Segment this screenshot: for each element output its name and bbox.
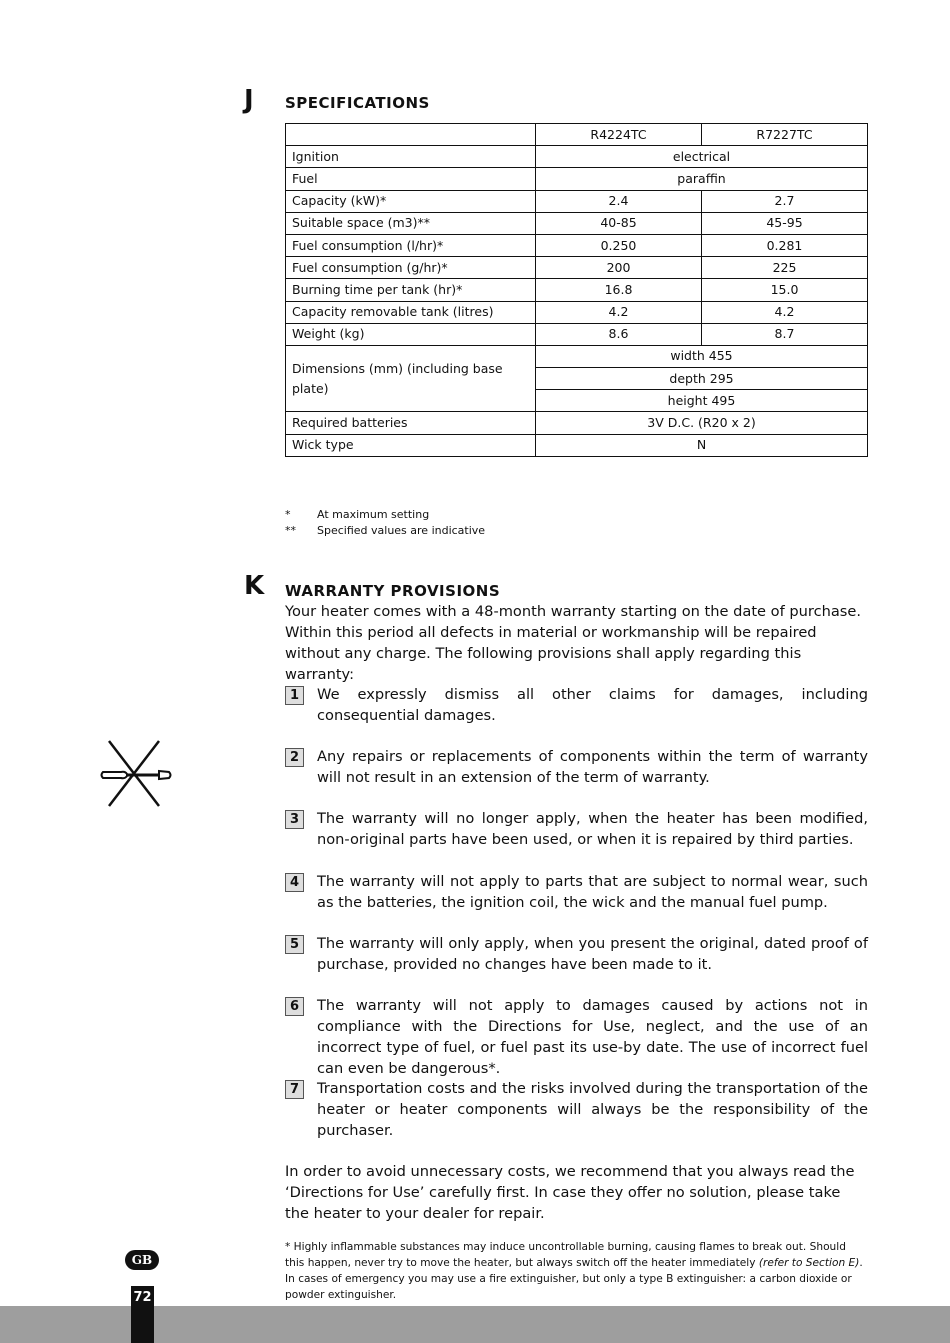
item-text: The warranty will not apply to damages caused by actions not in compliance with the Directions for Use, neglect, and the use of an incorrect type of fuel, or fuel past its use-by date. The use of incorrect fuel can even be dangerous*.	[317, 997, 868, 1077]
item-text: The warranty will only apply, when you present the original, dated proof of purchase, provided no changes have been made to it.	[317, 935, 868, 973]
table-notes	[285, 507, 485, 539]
specifications-heading: SPECIFICATIONS	[285, 94, 430, 112]
table-row	[286, 412, 868, 434]
warranty-intro: Your heater comes with a 48-month warranty starting on the date of purchase. Within this period all defects in material or workmanship will be repaired without any charge. The following provisions shall apply regarding this warranty:	[285, 603, 862, 683]
spec-value: 16.8	[536, 279, 702, 301]
spec-value: paraffin	[536, 168, 868, 190]
table-row	[286, 257, 868, 279]
item-number: 2	[285, 748, 304, 767]
dimension-height: height 495	[536, 390, 868, 412]
spec-value: 15.0	[702, 279, 868, 301]
footnote-text: * Highly inflammable substances may induce uncontrollable burning, causing flames to break out. Should this happen, never try to move the heater, but always switch off the heater immediately	[285, 1241, 846, 1269]
table-header-row	[286, 124, 868, 146]
item-number: 6	[285, 997, 304, 1016]
footnote-reference: (refer to Section E)	[758, 1257, 860, 1269]
item-number: 4	[285, 873, 304, 892]
footnote-text: . In cases of emergency you may use a fire extinguisher, but only a type B extinguisher: a carbon dioxide or powder extinguisher.	[285, 1257, 863, 1301]
warranty-item	[285, 1078, 868, 1141]
spec-label: Wick type	[286, 434, 536, 456]
note-row	[285, 523, 485, 539]
spec-value: 200	[536, 257, 702, 279]
spec-value: 40-85	[536, 212, 702, 234]
spec-value: 2.4	[536, 190, 702, 212]
specifications-table	[285, 123, 868, 457]
spec-value: 0.250	[536, 234, 702, 256]
warranty-item	[285, 684, 868, 726]
warranty-item	[285, 933, 868, 975]
table-row	[286, 279, 868, 301]
spec-value: 4.2	[702, 301, 868, 323]
warranty-item	[285, 808, 868, 850]
spec-label: Weight (kg)	[286, 323, 536, 345]
spec-label: Capacity (kW)*	[286, 190, 536, 212]
section-j-letter: J	[244, 85, 254, 115]
table-row	[286, 345, 868, 367]
item-text: The warranty will not apply to parts that are subject to normal wear, such as the batteries, the ignition coil, the wick and the manual fuel pump.	[317, 873, 868, 911]
section-k-letter: K	[244, 571, 265, 601]
spec-label: Fuel	[286, 168, 536, 190]
spec-label: Ignition	[286, 146, 536, 168]
spec-value: 4.2	[536, 301, 702, 323]
item-number: 5	[285, 935, 304, 954]
item-number: 1	[285, 686, 304, 705]
spec-value: 45-95	[702, 212, 868, 234]
spec-value: 3V D.C. (R20 x 2)	[536, 412, 868, 434]
table-row	[286, 212, 868, 234]
spec-label: Suitable space (m3)**	[286, 212, 536, 234]
spec-value: 2.7	[702, 190, 868, 212]
header-blank-cell	[286, 124, 536, 146]
spec-label: Capacity removable tank (litres)	[286, 301, 536, 323]
crossed-out-screwdriver-icon	[97, 738, 177, 810]
spec-value: N	[536, 434, 868, 456]
dimension-width: width 455	[536, 345, 868, 367]
note-text: At maximum setting	[317, 508, 430, 521]
spec-value: electrical	[536, 146, 868, 168]
table-row	[286, 323, 868, 345]
warranty-item	[285, 995, 868, 1079]
table-row	[286, 168, 868, 190]
warranty-heading: WARRANTY PROVISIONS	[285, 582, 501, 600]
table-row	[286, 190, 868, 212]
spec-label: Required batteries	[286, 412, 536, 434]
warranty-item	[285, 871, 868, 913]
warranty-item	[285, 746, 868, 788]
model-header: R7227TC	[702, 124, 868, 146]
note-text: Specified values are indicative	[317, 524, 486, 537]
spec-value: 8.7	[702, 323, 868, 345]
table-row	[286, 434, 868, 456]
footnote	[285, 1239, 868, 1303]
spec-value: 225	[702, 257, 868, 279]
item-text: The warranty will no longer apply, when the heater has been modified, non-original parts have been used, or when it is repaired by third parties.	[317, 810, 868, 848]
table-row	[286, 146, 868, 168]
item-text: We expressly dismiss all other claims for damages, including consequential damages.	[317, 686, 868, 724]
warranty-closing: In order to avoid unnecessary costs, we recommend that you always read the ‘Directions for Use’ carefully first. In case they offer no solution, please take the heater to your dealer for repair.	[285, 1163, 855, 1222]
item-text: Transportation costs and the risks involved during the transportation of the heater or heater components will always be the responsibility of the purchaser.	[317, 1080, 868, 1139]
spec-label: Fuel consumption (g/hr)*	[286, 257, 536, 279]
spec-value: 0.281	[702, 234, 868, 256]
spec-label: Fuel consumption (l/hr)*	[286, 234, 536, 256]
table-row	[286, 234, 868, 256]
page-number: 72	[133, 1290, 152, 1305]
dimensions-label: Dimensions (mm) (including base plate)	[286, 345, 536, 412]
table-row	[286, 301, 868, 323]
spec-label: Burning time per tank (hr)*	[286, 279, 536, 301]
item-text: Any repairs or replacements of components within the term of warranty will not result in an extension of the term of warranty.	[317, 748, 868, 786]
note-mark: **	[285, 524, 296, 537]
language-badge: GB	[125, 1250, 159, 1270]
model-header: R4224TC	[536, 124, 702, 146]
dimension-depth: depth 295	[536, 368, 868, 390]
item-number: 3	[285, 810, 304, 829]
spec-value: 8.6	[536, 323, 702, 345]
note-row	[285, 507, 485, 523]
item-number: 7	[285, 1080, 304, 1099]
note-mark: *	[285, 508, 291, 521]
